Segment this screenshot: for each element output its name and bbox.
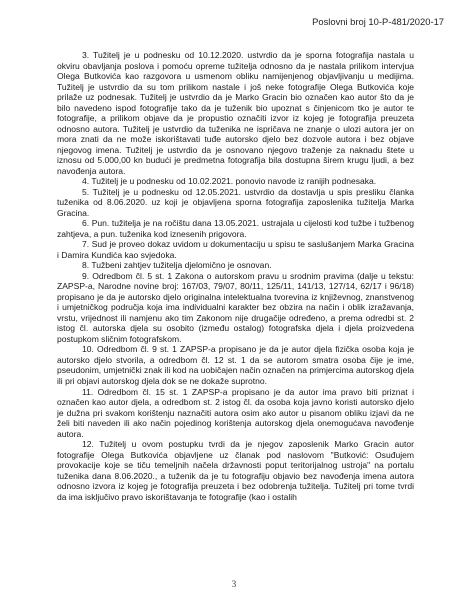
paragraph-10: 10. Odredbom čl. 9 st. 1 ZAPSP-a propisano je da je autor djela fizička osoba koja je autorsko djelo stvorila, a odredbom čl. 12 st. 1 da se autorom smatra osoba čije je ime, pseudonim, umjetnički znak ili kod na uobičajen način označen na primjercima autorskog djela ili pri objavi autorskog djela dok se ne dokaže suprotno. bbox=[57, 344, 414, 386]
document-body bbox=[57, 50, 414, 502]
paragraph-7: 7. Sud je proveo dokaz uvidom u dokumentaciju u spisu te saslušanjem Marka Gracina i Damira Kundića kao svjedoka. bbox=[57, 239, 414, 260]
case-reference: Poslovni broj 10-P-481/2020-17 bbox=[312, 16, 444, 27]
page-number: 3 bbox=[231, 579, 237, 589]
paragraph-4: 4. Tužitelj je u podnesku od 10.02.2021. ponovio navode iz ranijih podnesaka. bbox=[82, 176, 377, 187]
paragraph-8: 8. Tužbeni zahtjev tužitelja djelomično je osnovan. bbox=[82, 260, 272, 271]
paragraph-6: 6. Pun. tužitelja je na ročištu dana 13.05.2021. ustrajala u cijelosti kod tužbe i tužbenog zahtjeva, a pun. tuženika kod iznesenih prigovora. bbox=[57, 218, 414, 239]
paragraph-3: 3. Tužitelj je u podnesku od 10.12.2020. ustvrdio da je sporna fotografija nastala u okviru obavljanja poslova i pomoću opreme tužitelja odnosno da je nastala prilikom intervjua Olega Butkovića kao razgovora u usmenom obliku namijenjenog objavljivanju u medijima. Tužitelj je ustvrdio da su tom prilikom nastale i još neke fotografije Olega Butkovića koje prilaže uz podnesak. Tužitelj je ustvrdio da je Marko Gracin bio označen kao autor što da je bilo navedeno ispod fotografije tako da je tuženik bio upoznat s činjenicom tko je autor te fotografije, a prilikom objave da je propustio označiti izvor iz kojeg je fotografija preuzeta odnosno autora. Tužitelj je ustvrdio da tuženika ne ispričava ne znanje o ulozi autora jer on mora znati da ne može iskorištavati tuđe autorsko djelo bez dozvole autora i bez objave njegovog imena. Tužitelj je ustvrdio da je osnovano njegovo traženje za naknadu štete u iznosu od 5.000,00 kn budući je predmetna fotografija bila dostupna širem krugu ljudi, a bez navođenja autora. bbox=[57, 50, 414, 176]
paragraph-9: 9. Odredbom čl. 5 st. 1 Zakona o autorskom pravu u srodnim pravima (dalje u tekstu: ZAPSP-a, Narodne novine broj: 167/03, 79/07, 80/11, 125/11, 141/13, 127/14, 62/17 i 96/18) propisano je da je autorsko djelo originalna intelektualna tvorevina iz književnog, znanstvenog i umjetničkog područja koja ima individualni karakter bez obzira na način i oblik izražavanja, vrstu, vrijednost ili namjenu ako tim Zakonom nije drugačije određeno, a prema odredbi st. 2 istog čl. autorska djela su osobito (između ostalog) fotografska djela i djela proizvedena postupkom sličnim fotografskom. bbox=[57, 270, 414, 344]
paragraph-11: 11. Odredbom čl. 15 st. 1 ZAPSP-a propisano je da autor ima pravo biti priznat i označen kao autor djela, a odredbom st. 2 istog čl. da osoba koja javno koristi autorsko djelo je dužna pri svakom korištenju naznačiti autora osim ako autor u pisanom obliku izjavi da ne želi biti naveden ili ako način pojedinog korištenja autorskog djela onemogućava navođenje autora. bbox=[57, 386, 414, 439]
paragraph-12: 12. Tužitelj u ovom postupku tvrdi da je njegov zaposlenik Marko Gracin autor fotografije Olega Butkovića objavljene uz članak pod naslovom "Butković: Osuđujem provokacije koje se tiču temeljnih načela državnosti poput teritorijalnog ustroja" na portalu tuženika dana 8.06.2020., a tuženik da je tu fotografiju objavio bez navođenja imena autora odnosno izvora iz kojeg je fotografija preuzeta i bez odobrenja tužitelja. Tužitelj pri tome tvrdi da ima isključivo pravo iskorištavanja te fotografije (kao i ostalih bbox=[57, 439, 414, 502]
paragraph-5: 5. Tužitelj je u podnesku od 12.05.2021. ustvrdio da dostavlja u spis presliku članka tuženika od 8.06.2020. uz koji je objavljena sporna fotografija zaposlenika tužitelja Marka Gracina. bbox=[57, 186, 414, 218]
